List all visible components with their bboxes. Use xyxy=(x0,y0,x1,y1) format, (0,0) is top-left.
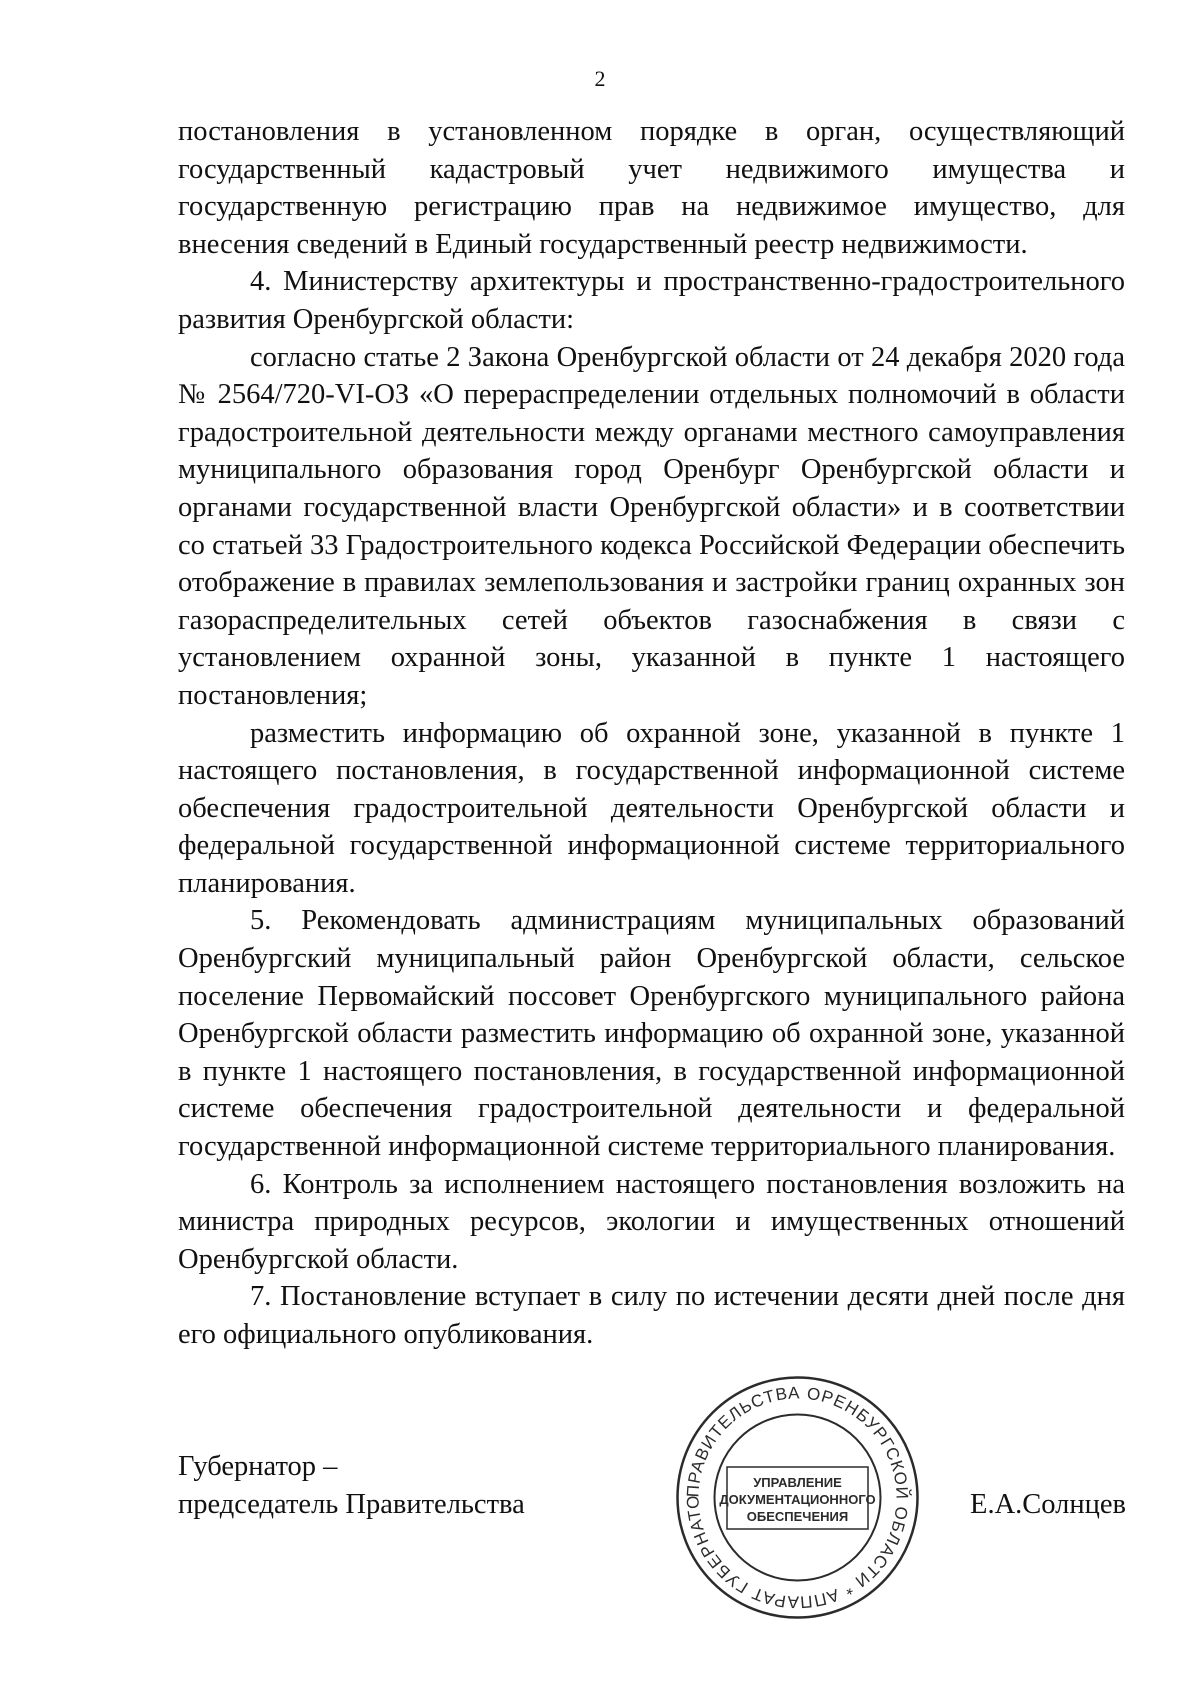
paragraph-item-6: 6. Контроль за исполнением настоящего постановления возложить на министра природных ресурсов, экологии и имущественных отношений Оренбургской области. xyxy=(178,1168,1125,1275)
signatory-title-line1: Губернатор – xyxy=(178,1451,338,1482)
official-seal xyxy=(675,1375,920,1620)
document-body xyxy=(178,113,1125,1354)
paragraph-item-4-subpoint-1: согласно статье 2 Закона Оренбургской области от 24 декабря 2020 года № 2564/720-VI-ОЗ «О перераспределении отдельных полномочий в области градостроительной деятельности между органами местного самоуправления муниципального образования город Оренбург Оренбургской области и органами государственной власти Оренбургской области» и в соответствии со статьей 33 Градостроительного кодекса Российской Федерации обеспечить отображение в правилах землепользования и застройки границ охранных зон газораспределительных сетей объектов газоснабжения в связи с установлением охранной зоны, указанной в пункте 1 настоящего постановления; xyxy=(178,341,1125,711)
signatory-title xyxy=(178,1448,525,1524)
seal-inner-line3: ОБЕСПЕЧЕНИЯ xyxy=(746,1509,849,1524)
seal-inner-line1: УПРАВЛЕНИЕ xyxy=(753,1475,842,1490)
signatory-title-line2: председатель Правительства xyxy=(178,1489,525,1520)
paragraph-item-4-subpoint-2: разместить информацию об охранной зоне, указанной в пункте 1 настоящего постановления, в государственной информационной системе обеспечения градостроительной деятельности Оренбургской области и федеральной государственной информационной системе территориального планирования. xyxy=(178,717,1125,899)
signatory-name: Е.А.Солнцев xyxy=(970,1489,1126,1520)
seal-outer-text: ПРАВИТЕЛЬСТВА ОРЕНБУРГСКОЙ ОБЛАСТИ * АППАРАТ ГУБЕРНАТО xyxy=(683,1383,912,1612)
paragraph-item-5: 5. Рекомендовать администрациям муниципальных образований Оренбургский муниципальный район Оренбургской области, сельское поселение Первомайский поссовет Оренбургского муниципального района Оренбургской области разместить информацию об охранной зоне, указанной в пункте 1 настоящего постановления, в государственной информационной системе обеспечения градостроительной деятельности и федеральной государственной информационной системе территориального планирования. xyxy=(178,905,1125,1163)
paragraph-item-4: 4. Министерству архитектуры и пространственно-градостроительного развития Оренбургской области: xyxy=(178,266,1125,335)
page-number: 2 xyxy=(594,66,606,91)
paragraph-item-7: 7. Постановление вступает в силу по истечении десяти дней после дня его официального опубликования. xyxy=(178,1281,1125,1350)
paragraph-continuation: постановления в установленном порядке в орган, осуществляющий государственный кадастровый учет недвижимого имущества и государственную регистрацию прав на недвижимое имущество, для внесения сведений в Единый государственный реестр недвижимости. xyxy=(178,116,1125,260)
seal-inner-line2: ДОКУМЕНТАЦИОННОГО xyxy=(719,1492,876,1507)
